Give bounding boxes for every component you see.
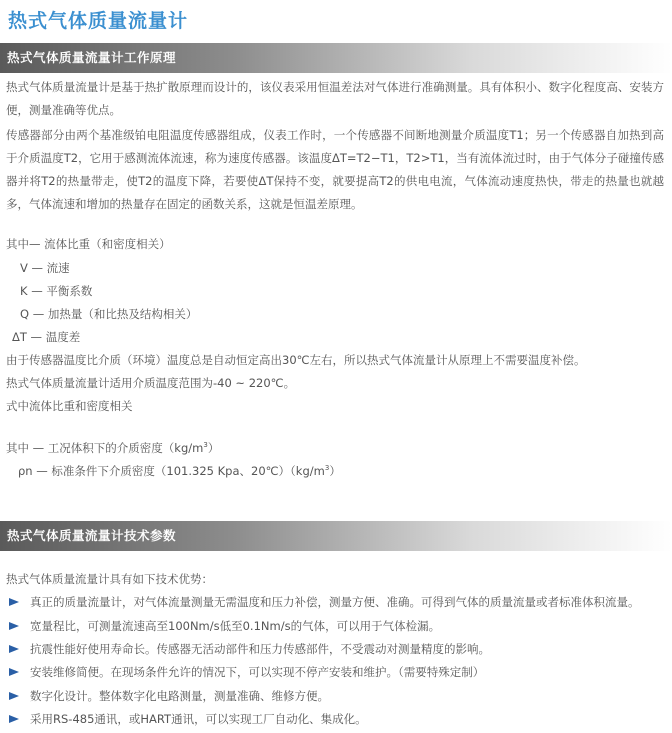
formula-rho-line: 其中 — 工况体积下的介质密度$(kg/m^3)$ (6, 441, 220, 455)
temperature-compensation-line: 由于传感器温度比介质（环境）温度总是自动恒定高出30℃左右，所以热式气体流量计从原理上不需要温度补偿。 (6, 353, 586, 367)
density-note-line: 式中流体比重和密度相关 (6, 399, 133, 413)
list-item: 采用RS-485通讯，或HART通讯，可以实现工厂自动化、集成化。 (30, 712, 367, 726)
formula-v-line: V — 流速 (20, 261, 70, 275)
formula-k-line: K — 平衡系数 (20, 284, 93, 298)
list-item: 安装维修简便。在现场条件允许的情况下，可以实现不停产安装和维护。（需要特殊定制） (30, 665, 485, 679)
list-item: 真正的质量流量计，对气体流量测量无需温度和压力补偿，测量方便、准确。可得到气体的质量流量或者标准体积流量。 (30, 595, 640, 609)
principle-paragraph-2: 传感器部分由两个基准级铂电阻温度传感器组成，仪表工作时，一个传感器不间断地测量介质温度T1；另一个传感器自加热到高于介质温度T2，它用于感测流体流速，称为速度传感器。该温度ΔT=T2−T1，T2>T1，当有流体流过时，由于气体分子碰撞传感器并将T2的热量带走，使T2的温度下降，若要使ΔT保持不变，就要提高T2的供电电流，气体流动速度热快，带走的热量也就越多，气体流速和增加的热量存在固定的函数关系，这就是恒温差原理。 (6, 128, 664, 211)
formula-q-line: Q — 加热量（和比热及结构相关） (20, 307, 198, 321)
formula-where-line: 其中— 流体比重（和密度相关） (6, 237, 171, 251)
section-header-specs (0, 521, 672, 551)
formula-rhon-line: ρn — 标准条件下介质密度（101.325 Kpa、$20℃)(kg/m^3)$ (18, 464, 341, 478)
principle-paragraph-1: 热式气体质量流量计是基于热扩散原理而设计的，该仪表采用恒温差法对气体进行准确测量。具有体积小、数字化程度高、安装方便，测量准确等优点。 (6, 80, 664, 117)
list-item: 宽量程比，可测量流速高至100Nm/s低至0.1Nm/s的气体，可以用于气体检漏。 (30, 619, 441, 633)
formula-dt-line: ΔT — 温度差 (12, 330, 81, 344)
triangle-arrow-icon (9, 622, 19, 630)
section-title-specs: 热式气体质量流量计技术参数 (7, 528, 177, 543)
section-header-principle (0, 43, 672, 73)
triangle-arrow-icon (9, 645, 19, 653)
triangle-arrow-icon (9, 598, 19, 606)
temperature-range-line: 热式气体质量流量计适用介质温度范围为-40 ~ 220℃。 (6, 376, 296, 390)
section-title-principle: 热式气体质量流量计工作原理 (7, 50, 177, 65)
specs-intro: 热式气体质量流量计具有如下技术优势： (6, 572, 213, 586)
page-title: 热式气体质量流量计 (8, 10, 189, 32)
triangle-arrow-icon (9, 692, 19, 700)
triangle-arrow-icon (9, 668, 19, 676)
triangle-arrow-icon (9, 715, 19, 723)
list-item: 数字化设计。整体数字化电路测量，测量准确、维修方便。 (30, 689, 329, 703)
list-item: 抗震性能好使用寿命长。传感器无活动部件和压力传感部件，不受震动对测量精度的影响。 (30, 642, 490, 656)
